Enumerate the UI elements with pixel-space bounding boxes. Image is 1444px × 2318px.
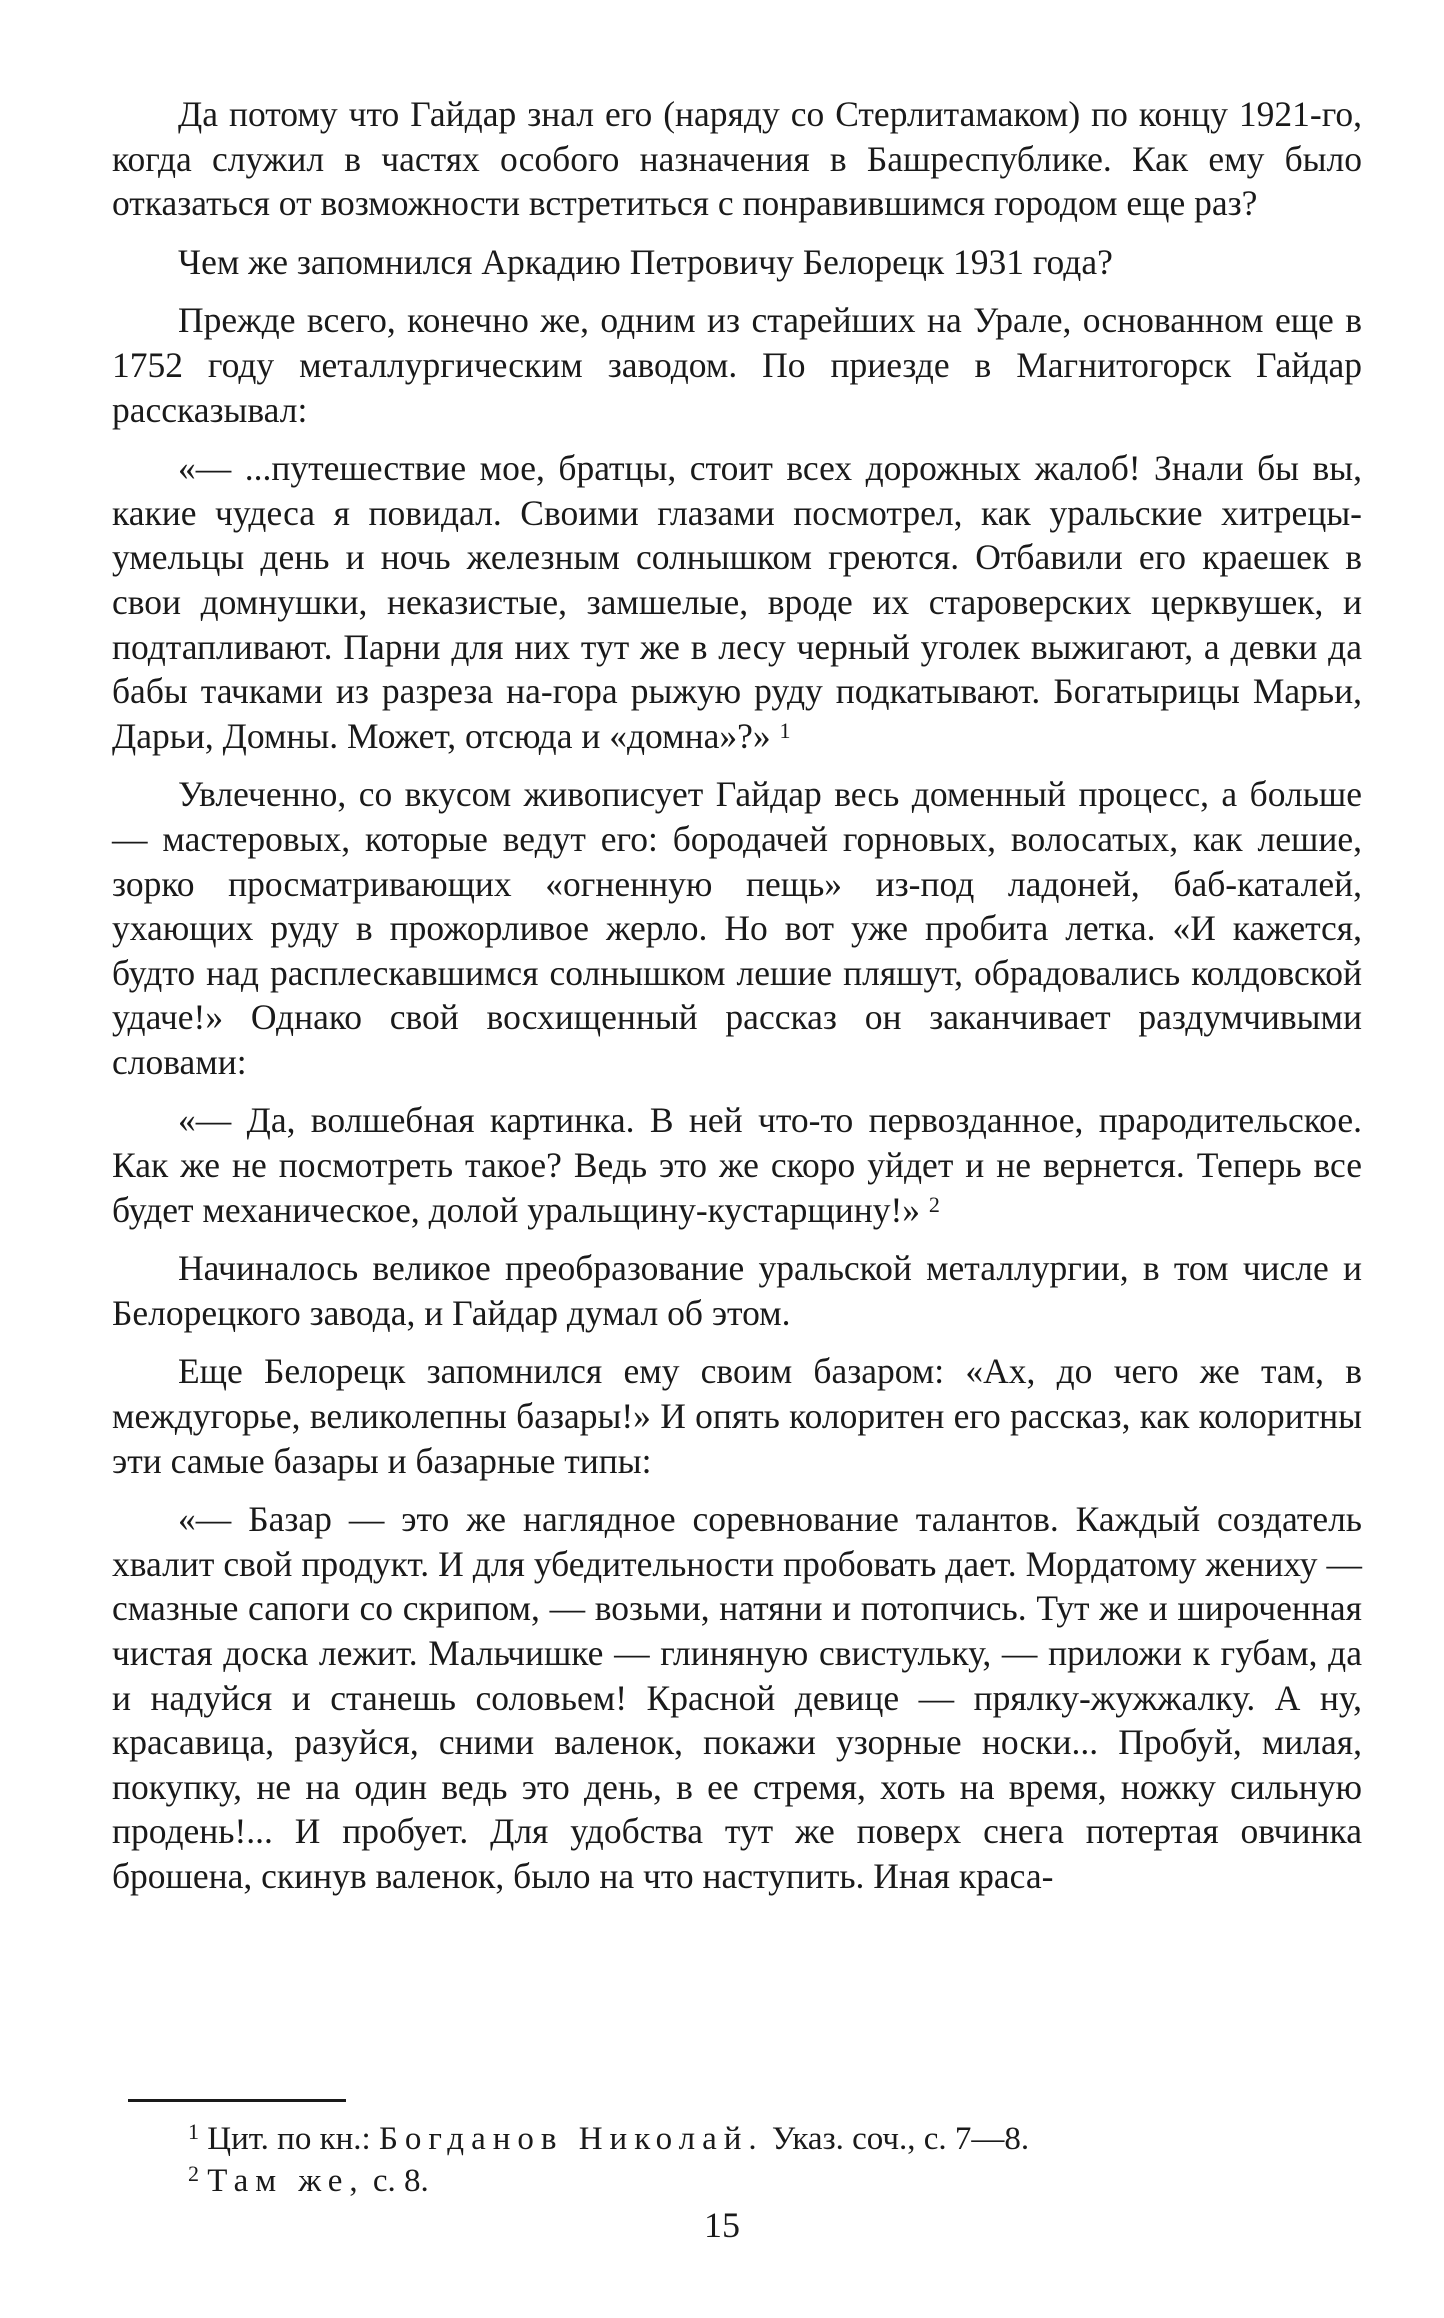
footnote-mark: 1	[188, 2119, 199, 2144]
footnote-mark: 2	[188, 2161, 199, 2186]
page-number: 15	[704, 2205, 740, 2245]
paragraph: Прежде всего, конечно же, одним из старейших на Урале, основанном еще в 1752 году металлургическим заводом. По приезде в Магнитогорск Гайдар рассказывал:	[112, 300, 1362, 430]
paragraph: Начиналось великое преобразование уральской металлургии, в том числе и Белорецкого завода, и Гайдар думал об этом.	[112, 1248, 1362, 1333]
footnote-author: Богданов Николай.	[378, 2121, 764, 2157]
footnote-2	[188, 2160, 1338, 2202]
footnote-author: Там же,	[207, 2163, 365, 2199]
body-text	[112, 92, 1362, 1899]
paragraph: Увлеченно, со вкусом живописует Гайдар весь доменный процесс, а больше — мастеровых, которые ведут его: бородачей горновых, волосатых, как лешие, зорко просматривающих «огненную пещь» из-под ладоней, баб-каталей, ухающих руду в прожорливое жерло. Но вот уже пробита летка. «И кажется, будто над расплескавшимся солнышком лешие пляшут, обрадовались колдовской удаче!» Однако свой восхищенный рассказ он заканчивает раздумчивыми словами:	[112, 774, 1362, 1082]
footnote-rest: с. 8.	[364, 2163, 429, 2199]
paragraph: Да потому что Гайдар знал его (наряду со Стерлитамаком) по концу 1921-го, когда служил в частях особого назначения в Башреспублике. Как ему было отказаться от возможности встретиться с понравившимся городом еще раз?	[112, 94, 1362, 224]
footnotes	[188, 2118, 1338, 2202]
footnote-rest: Указ. соч., с. 7—8.	[763, 2121, 1030, 2157]
paragraph: «— Базар — это же наглядное соревнование талантов. Каждый создатель хвалит свой продукт. И для убедительности пробовать дает. Мордатому жениху — смазные сапоги со скрипом, — возьми, натяни и потопчись. Тут же и широченная чистая доска лежит. Мальчишке — глиняную свистульку, — приложи к губам, да и надуйся и станешь соловьем! Красной девице — прялку-жужжалку. А ну, красавица, разуйся, сними валенок, покажи узорные носки... Пробуй, милая, покупку, не на один ведь это день, в ее стремя, хоть на время, ножку сильную продень!... И пробует. Для удобства тут же поверх снега потертая овчинка брошена, скинув валенок, было на что наступить. Иная краса-	[112, 1499, 1362, 1896]
paragraph: Чем же запомнился Аркадию Петровичу Белорецк 1931 года?	[178, 241, 1113, 282]
quote-text: «— ...путешествие мое, братцы, стоит всех дорожных жалоб! Знали бы вы, какие чудеса я повидал. Своими глазами посмотрел, как уральские хитрецы-умельцы день и ночь железным солнышком греются. Отбавили его краешек в свои домнушки, неказистые, замшелые, вроде их староверских церквушек, и подтапливают. Парни для них тут же в лесу черный уголек выжигают, а девки да бабы тачками из разреза на-гора рыжую руду подкатывают. Богатырицы Марьи, Дарьи, Домны. Может, отсюда и «домна»?»	[112, 448, 1362, 756]
footnote-ref[interactable]: 2	[928, 1191, 940, 1217]
page-body	[112, 92, 1362, 1899]
paragraph-quote	[112, 446, 1362, 758]
footnote-divider	[128, 2099, 346, 2102]
footnote-lead: Цит. по кн.:	[207, 2121, 379, 2157]
paragraph-quote	[112, 1098, 1362, 1232]
footnote-ref[interactable]: 1	[779, 717, 791, 743]
footnote-1	[188, 2118, 1338, 2160]
quote-text: «— Да, волшебная картинка. В ней что-то первозданное, прародительское. Как же не посмотреть такое? Ведь это же скоро уйдет и не вернется. Теперь все будет механическое, долой уральщину-кустарщину!»	[112, 1100, 1362, 1230]
paragraph: Еще Белорецк запомнился ему своим базаром: «Ах, до чего же там, в междугорье, великолепны базары!» И опять колоритен его рассказ, как колоритны эти самые базары и базарные типы:	[112, 1351, 1362, 1481]
